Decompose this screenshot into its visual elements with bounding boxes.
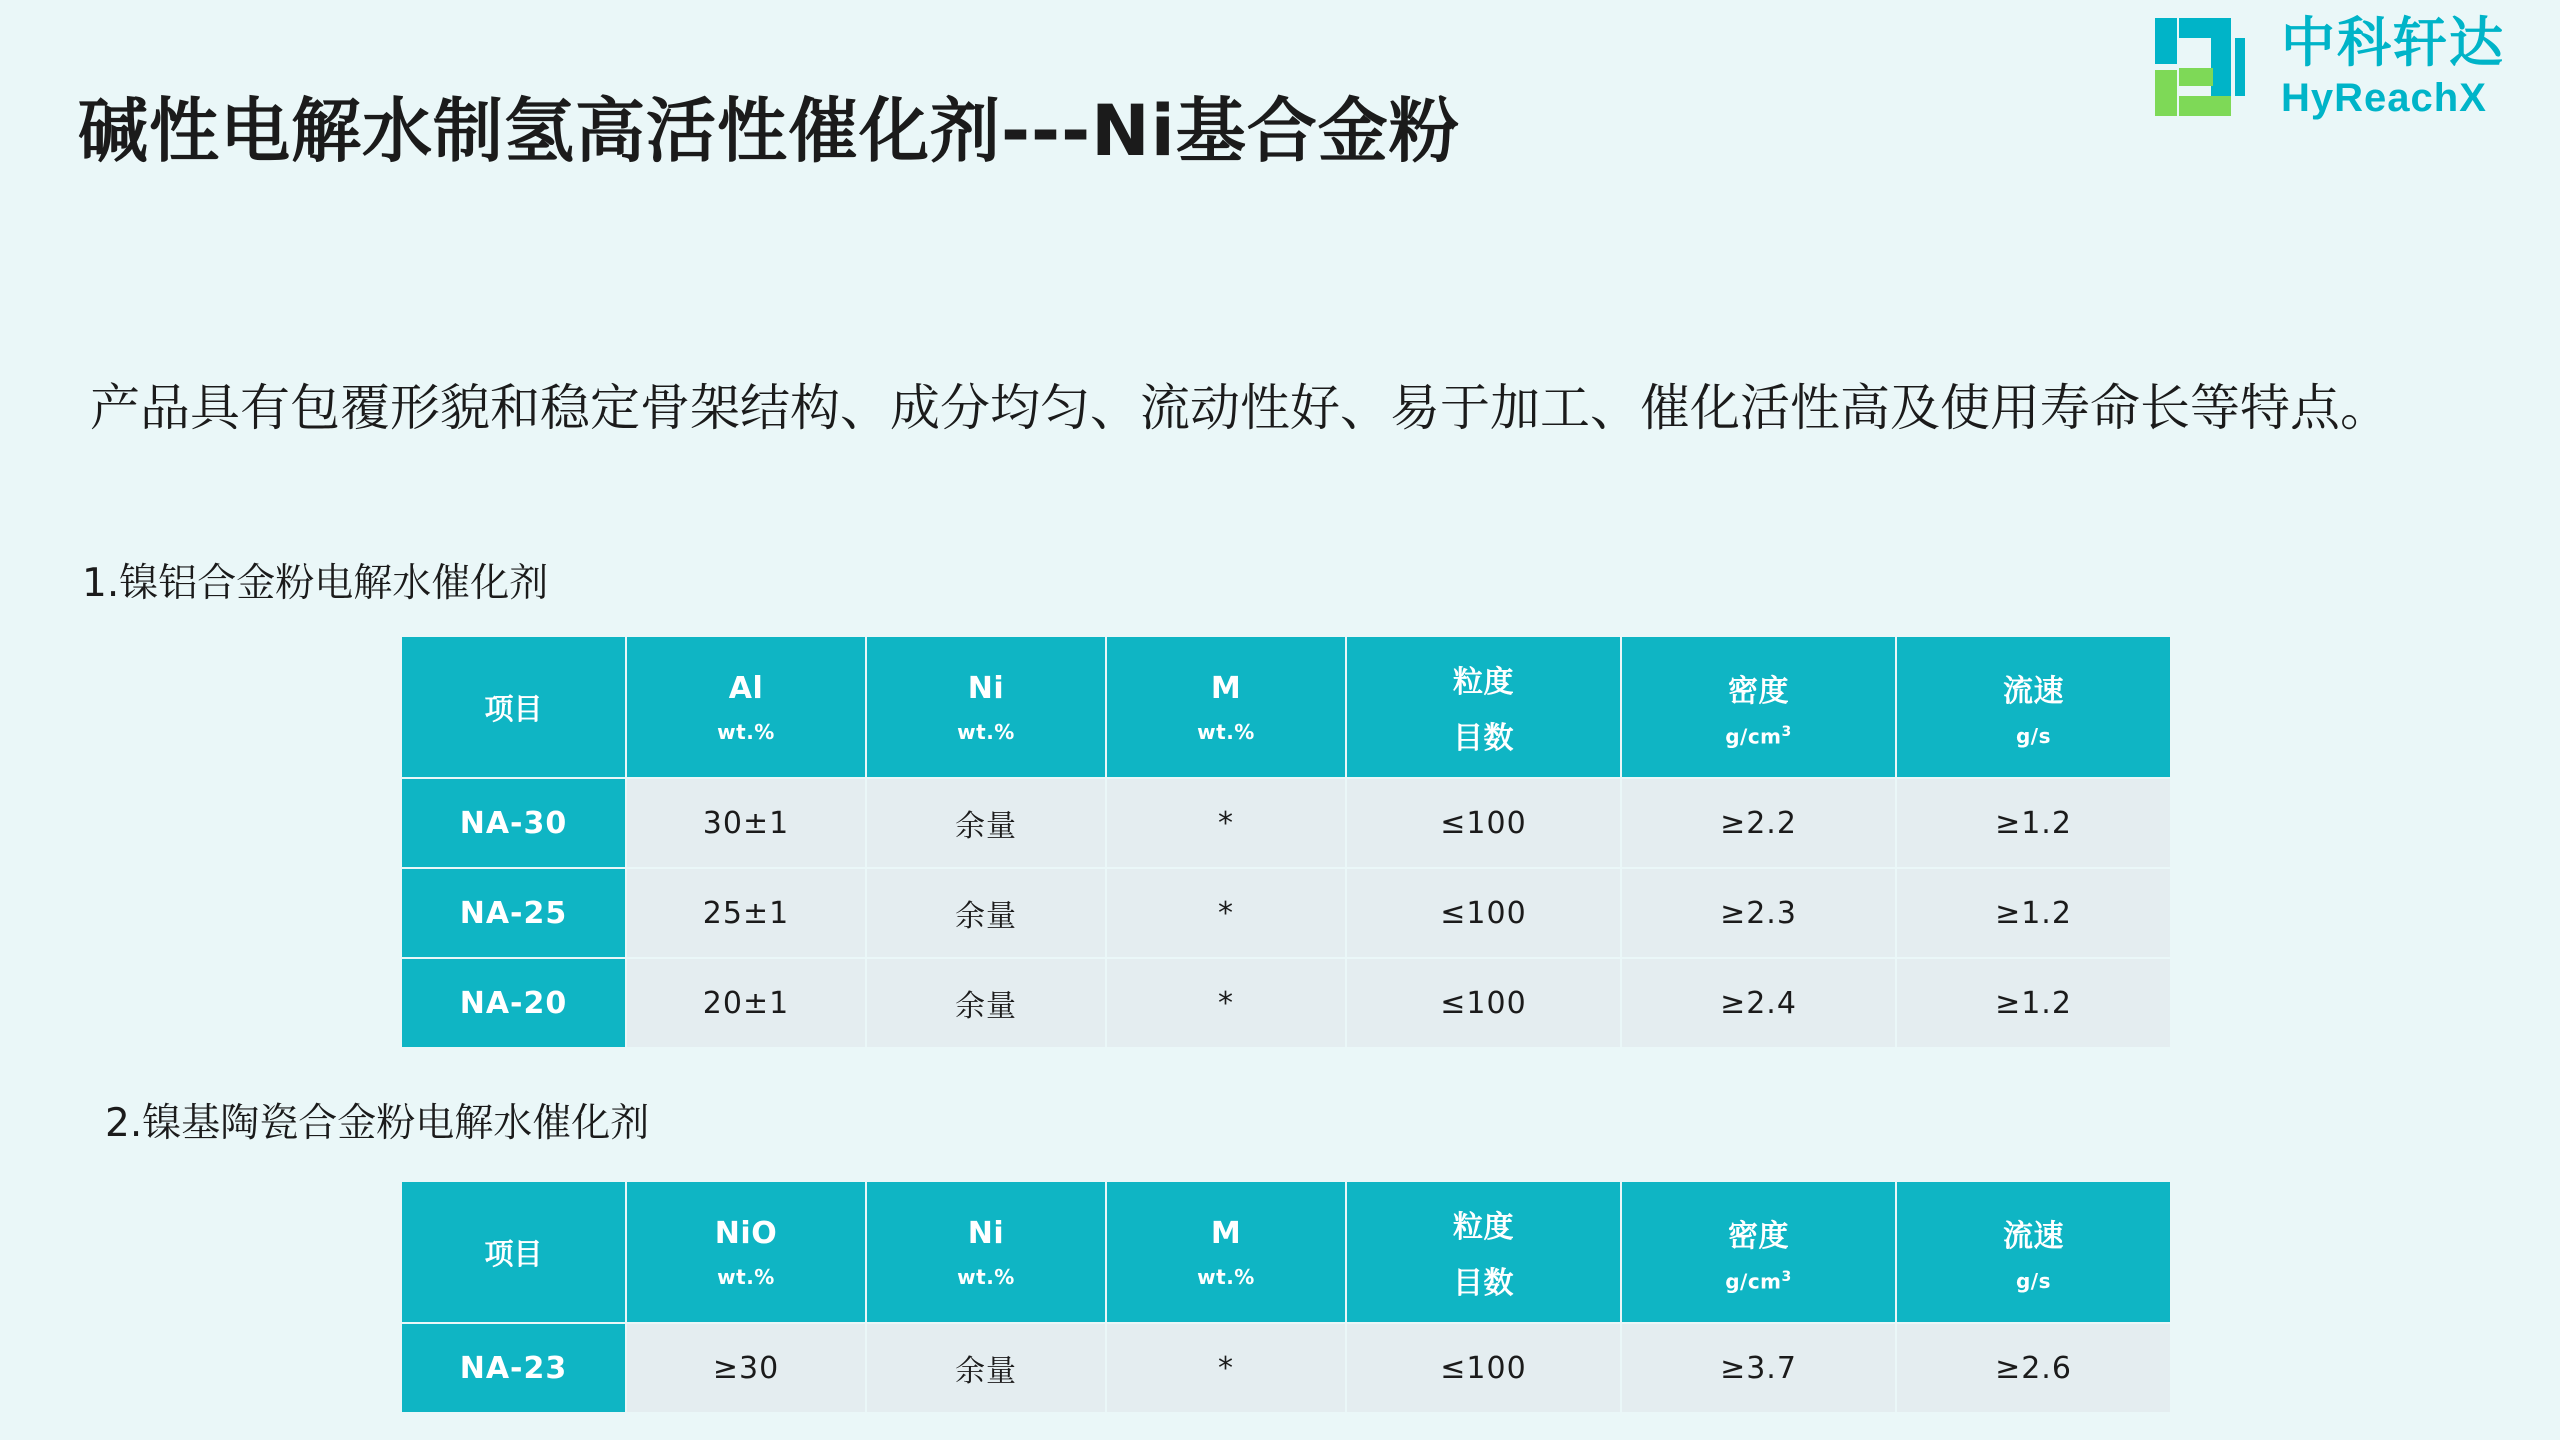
cell-flow-rate: ≥1.2 — [1896, 778, 2171, 868]
col-header-m-label: M — [1210, 670, 1242, 706]
row-label: NA-30 — [401, 778, 626, 868]
cell-particle-size: ≤100 — [1346, 778, 1621, 868]
intro-paragraph: 产品具有包覆形貌和稳定骨架结构、成分均匀、流动性好、易于加工、催化活性高及使用寿命长等特点。 — [90, 379, 2390, 437]
col-header-ni — [866, 636, 1106, 778]
cell-flow-rate: ≥1.2 — [1896, 958, 2171, 1048]
col-header-flow-rate-label: 流速 — [2003, 1219, 2064, 1254]
section-heading-2: 2.镍基陶瓷合金粉电解水催化剂 — [105, 1101, 650, 1146]
logo-wordmark — [2281, 11, 2505, 120]
col-header-density — [1621, 636, 1896, 778]
cell-density: ≥2.4 — [1621, 958, 1896, 1048]
cell-particle-size: ≤100 — [1346, 1323, 1621, 1413]
col-header-particle-size-label: 粒度 — [1453, 1210, 1514, 1245]
cell-ni: 余量 — [866, 958, 1106, 1048]
table-row — [401, 958, 2171, 1048]
table-header-row — [401, 636, 2171, 778]
col-header-al — [626, 636, 866, 778]
table-row — [401, 868, 2171, 958]
col-header-m-unit: wt.% — [1197, 719, 1255, 744]
table-row — [401, 1323, 2171, 1413]
col-header-item-label: 项目 — [484, 691, 543, 726]
col-header-particle-size-unit: 目数 — [1453, 1266, 1514, 1301]
col-header-m-label: M — [1210, 1215, 1242, 1251]
col-header-item — [401, 1181, 626, 1323]
col-header-flow-rate-unit: g/s — [2015, 1269, 2052, 1293]
brand-logo — [2149, 8, 2505, 126]
col-header-flow-rate — [1896, 1181, 2171, 1323]
row-label: NA-20 — [401, 958, 626, 1048]
section-heading-1: 1.镍铝合金粉电解水催化剂 — [82, 561, 549, 606]
hyreachx-logo-icon — [2149, 8, 2267, 126]
logo-text-en: HyReachX — [2281, 76, 2487, 120]
col-header-al-label: Al — [728, 670, 764, 706]
col-header-ni — [866, 1181, 1106, 1323]
col-header-item-label: 项目 — [484, 1236, 543, 1271]
cell-flow-rate: ≥2.6 — [1896, 1323, 2171, 1413]
col-header-nio-unit: wt.% — [717, 1264, 775, 1289]
cell-density: ≥2.2 — [1621, 778, 1896, 868]
cell-particle-size: ≤100 — [1346, 958, 1621, 1048]
catalyst-table-nickel-ceramic — [400, 1180, 2172, 1414]
page-title: 碱性电解水制氢高活性催化剂---Ni基合金粉 — [78, 89, 1460, 172]
col-header-ni-label: Ni — [967, 1215, 1005, 1251]
cell-flow-rate: ≥1.2 — [1896, 868, 2171, 958]
col-header-al-unit: wt.% — [717, 719, 775, 744]
col-header-ni-unit: wt.% — [957, 719, 1015, 744]
col-header-m-unit: wt.% — [1197, 1264, 1255, 1289]
cell-al: 25±1 — [626, 868, 866, 958]
row-label: NA-23 — [401, 1323, 626, 1413]
cell-al: 20±1 — [626, 958, 866, 1048]
cell-al: 30±1 — [626, 778, 866, 868]
col-header-density-label: 密度 — [1728, 673, 1789, 709]
catalyst-table-nickel-aluminum — [400, 635, 2172, 1049]
cell-ni: 余量 — [866, 778, 1106, 868]
col-header-density-unit: $g/cm^3$ — [1725, 723, 1792, 749]
cell-m: * — [1106, 868, 1346, 958]
table-row — [401, 778, 2171, 868]
cell-m: * — [1106, 958, 1346, 1048]
table-header-row — [401, 1181, 2171, 1323]
col-header-particle-size-label: 粒度 — [1453, 665, 1514, 700]
cell-m: * — [1106, 1323, 1346, 1413]
col-header-particle-size-unit: 目数 — [1453, 721, 1514, 756]
cell-ni: 余量 — [866, 868, 1106, 958]
row-label: NA-25 — [401, 868, 626, 958]
cell-ni: 余量 — [866, 1323, 1106, 1413]
col-header-item — [401, 636, 626, 778]
cell-density: ≥2.3 — [1621, 868, 1896, 958]
cell-nio: ≥30 — [626, 1323, 866, 1413]
col-header-flow-rate-unit: g/s — [2015, 724, 2052, 748]
col-header-m — [1106, 636, 1346, 778]
col-header-flow-rate-label: 流速 — [2003, 674, 2064, 709]
cell-m: * — [1106, 778, 1346, 868]
cell-particle-size: ≤100 — [1346, 868, 1621, 958]
col-header-particle-size — [1346, 636, 1621, 778]
cell-density: ≥3.7 — [1621, 1323, 1896, 1413]
logo-text-cn: 中科轩达 — [2281, 11, 2505, 74]
col-header-ni-unit: wt.% — [957, 1264, 1015, 1289]
col-header-density-unit: $g/cm^3$ — [1725, 1268, 1792, 1294]
col-header-nio-label: NiO — [714, 1215, 778, 1251]
col-header-density-label: 密度 — [1728, 1218, 1789, 1254]
col-header-ni-label: Ni — [967, 670, 1005, 706]
col-header-flow-rate — [1896, 636, 2171, 778]
col-header-m — [1106, 1181, 1346, 1323]
col-header-density — [1621, 1181, 1896, 1323]
col-header-nio — [626, 1181, 866, 1323]
col-header-particle-size — [1346, 1181, 1621, 1323]
